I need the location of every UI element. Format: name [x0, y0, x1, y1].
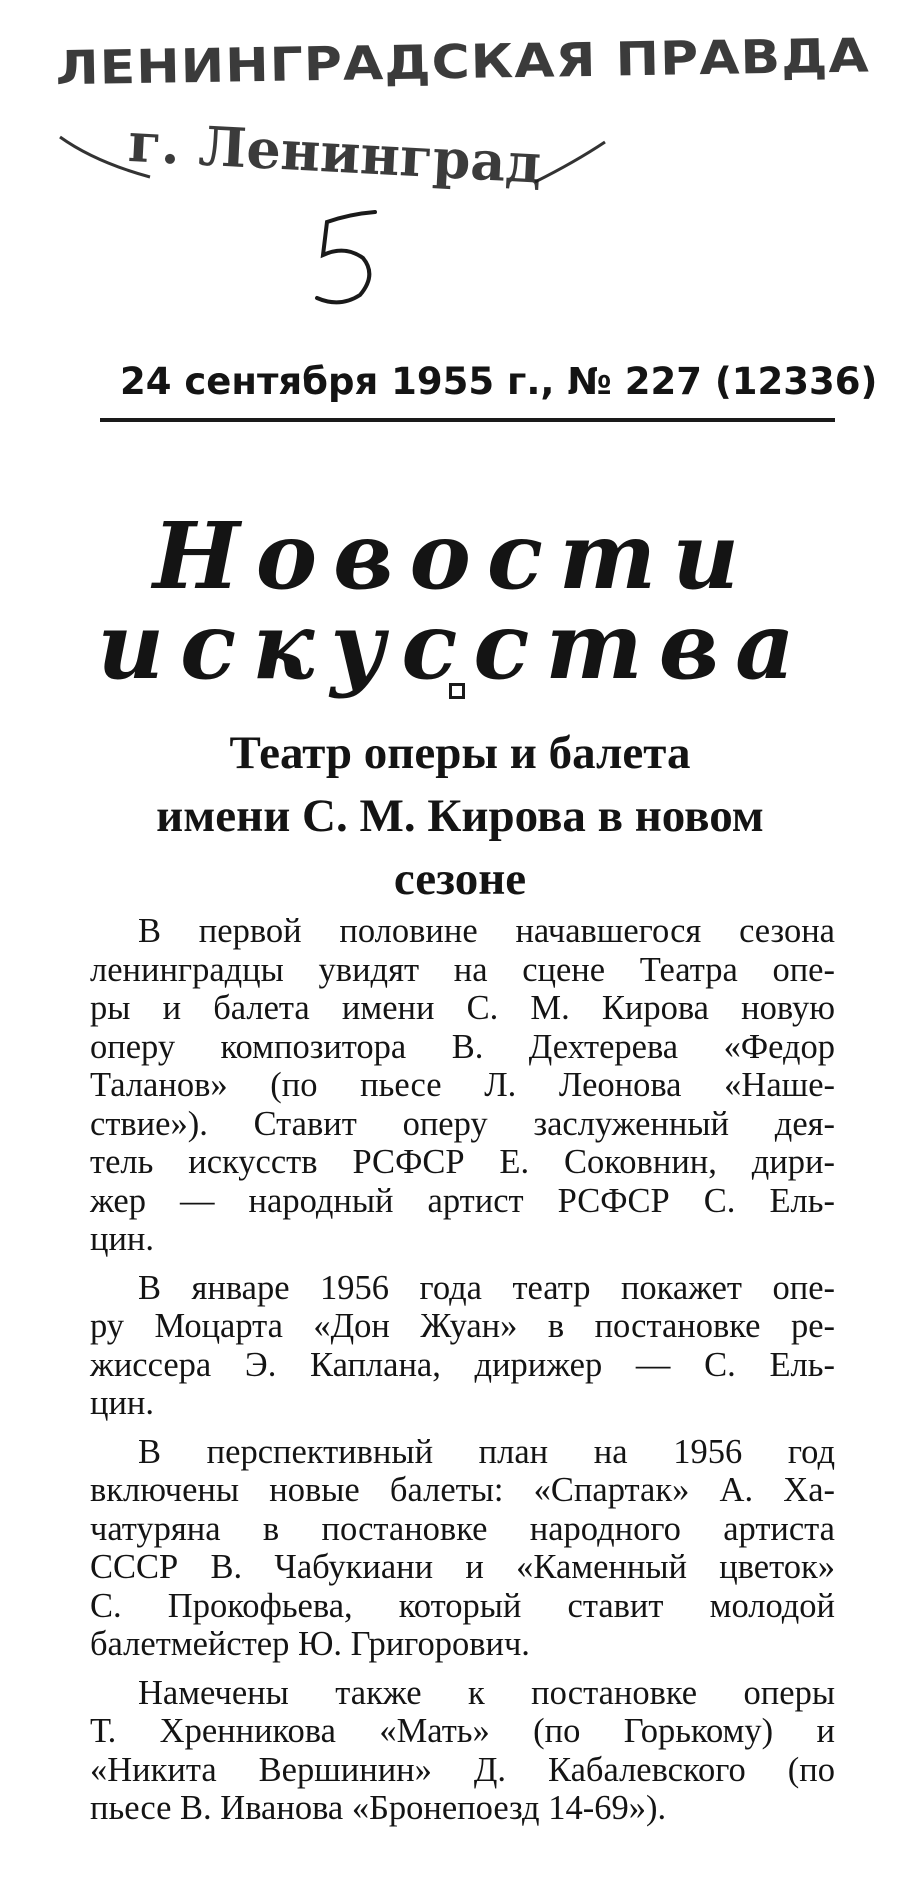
archive-stamp: [55, 29, 871, 202]
article-headline: [80, 722, 840, 911]
text-line: ствие»). Ставит оперу заслуженный дея-: [90, 1104, 835, 1143]
text-line: В первой половине начавшегося сезона: [138, 912, 835, 950]
text-line: балетмейстер Ю. Григорович.: [90, 1625, 530, 1663]
header-rule: [100, 418, 835, 422]
section-title-line2: искусства: [97, 592, 811, 700]
text-line: Т. Хренникова «Мать» (по Горькому) и: [90, 1712, 835, 1750]
section-title-line1: Новости: [152, 502, 756, 610]
text-line: цин.: [90, 1220, 155, 1258]
text-line: В перспективный план на 1956 год: [138, 1432, 835, 1471]
text-line: включены новые балеты: «Спартак» А. Ха-: [90, 1471, 835, 1509]
article-paragraph-3: [90, 1433, 835, 1664]
text-line: «Никита Вершинин» Д. Кабалевского (по: [90, 1750, 835, 1789]
text-line: ру Моцарта «Дон Жуан» в постановке ре-: [90, 1307, 835, 1345]
text-line: пьесе В. Иванова «Бронепоезд 14-69»).: [90, 1789, 667, 1827]
issue-dateline: 24 сентября 1955 г., № 227 (12336): [120, 360, 878, 403]
headline-line: сезоне: [393, 853, 527, 905]
handwritten-number-5: [305, 200, 395, 310]
headline-line: имени С. М. Кирова в новом: [156, 790, 764, 842]
text-line: чатуряна в постановке народного артиста: [90, 1509, 835, 1548]
text-line: тель искусств РСФСР Е. Соковнин, дири-: [90, 1143, 835, 1181]
text-line: ленинградцы увидят на сцене Театра опе-: [90, 950, 835, 989]
text-line: жер — народный артист РСФСР С. Ель-: [90, 1181, 835, 1220]
text-line: жиссера Э. Каплана, дирижер — С. Ель-: [90, 1345, 835, 1384]
stamp-city: г. Ленинград: [126, 110, 544, 196]
text-line: В январе 1956 года театр покажет опе-: [138, 1268, 835, 1307]
article-paragraph-4: [90, 1674, 835, 1828]
text-line: С. Прокофьева, который ставит молодой: [90, 1586, 835, 1625]
text-line: Намечены также к постановке оперы: [138, 1673, 835, 1712]
article-paragraph-2: [90, 1269, 835, 1423]
text-line: оперу композитора В. Дехтерева «Федор: [90, 1027, 835, 1066]
square-separator-icon: [449, 683, 465, 699]
article-body: [90, 912, 835, 1838]
text-line: цин.: [90, 1384, 155, 1422]
text-line: Таланов» (по пьесе Л. Леонова «Наше-: [90, 1066, 835, 1104]
headline-line: Театр оперы и балета: [229, 727, 691, 779]
text-line: СССР В. Чабукиани и «Каменный цветок»: [90, 1548, 835, 1586]
text-line: ры и балета имени С. М. Кирова новую: [90, 989, 835, 1027]
article-paragraph-1: [90, 912, 835, 1259]
stamp-newspaper-name: ЛЕНИНГРАДСКАЯ ПРАВДА: [55, 29, 871, 96]
